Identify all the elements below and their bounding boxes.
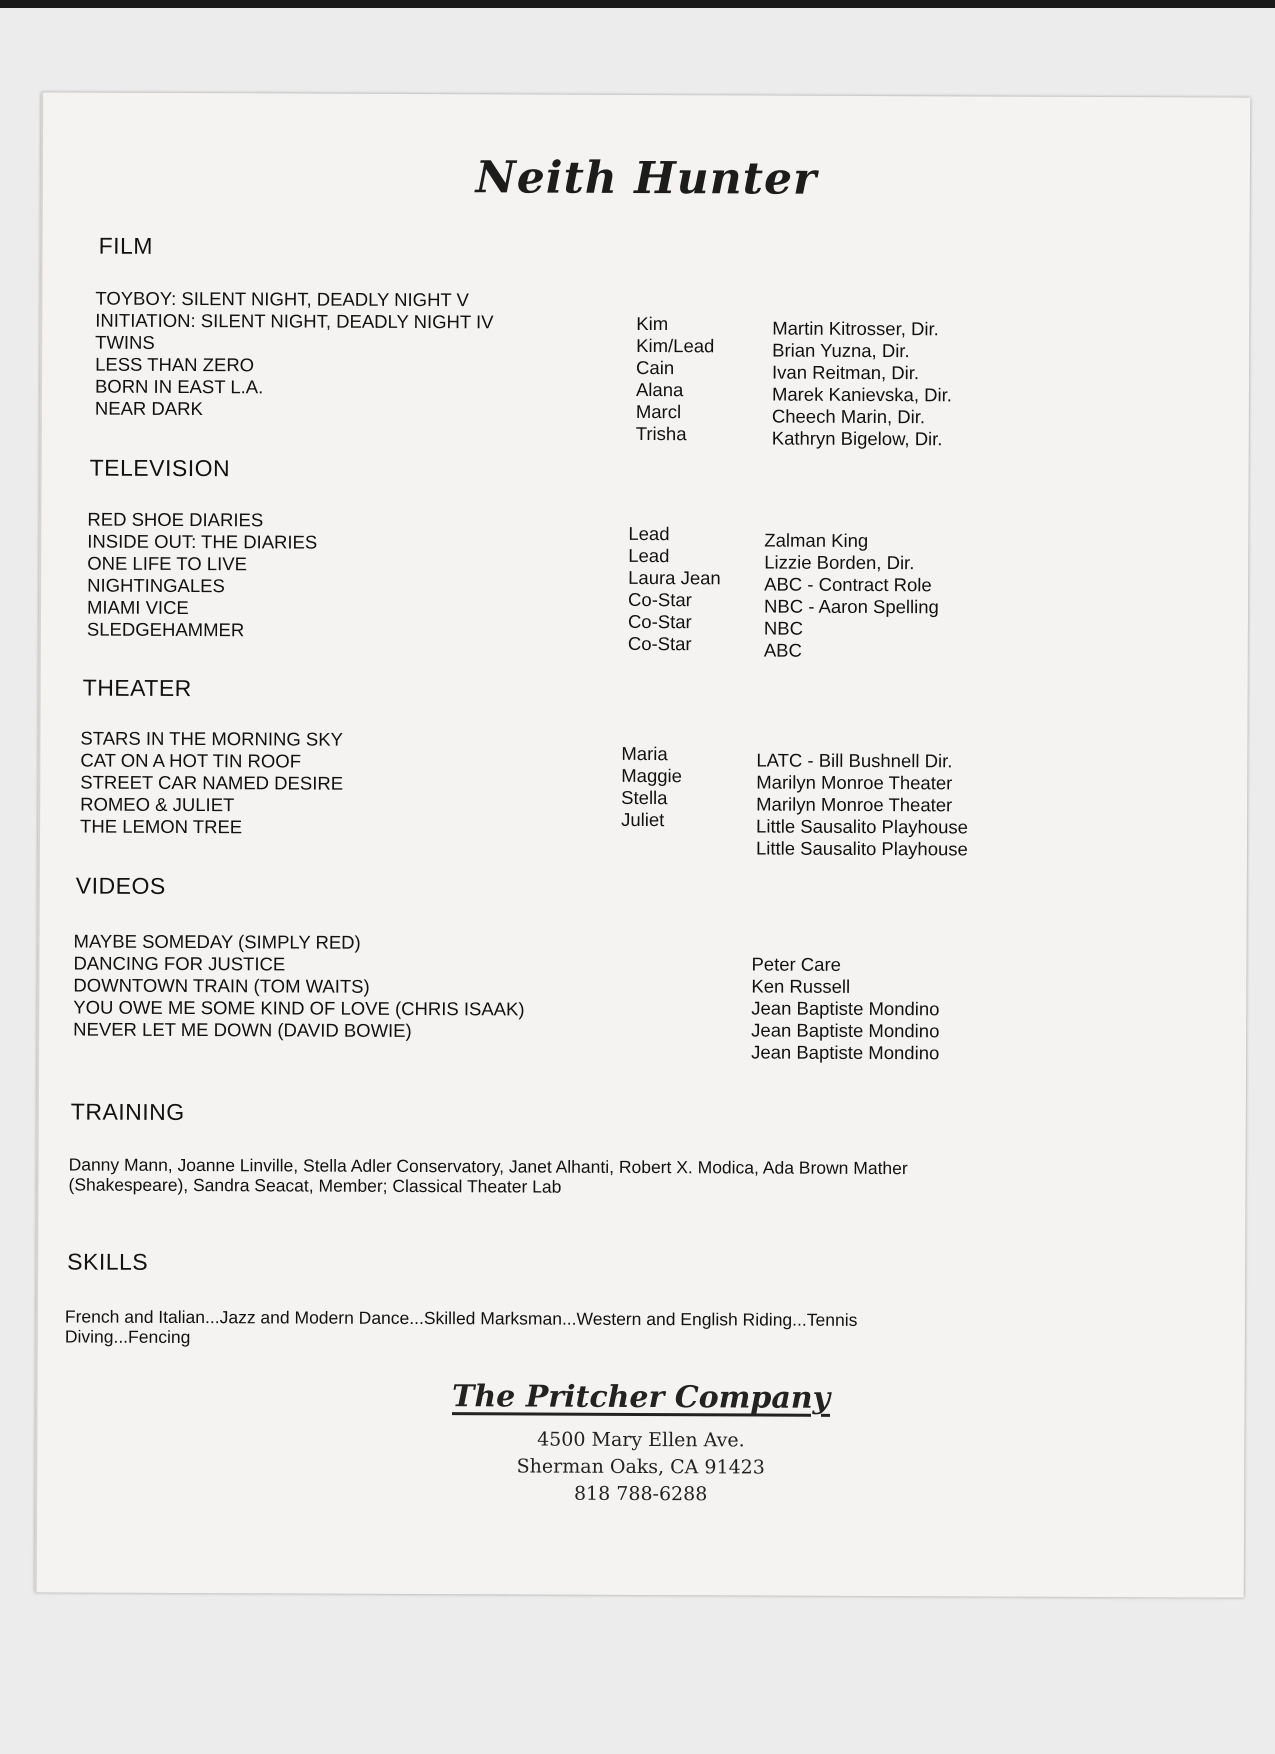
scan-edge bbox=[0, 0, 1275, 8]
theater-title: ROMEO & JULIET bbox=[80, 793, 235, 816]
television-role: Co-Star bbox=[627, 610, 692, 633]
training-heading: TRAINING bbox=[70, 1098, 185, 1126]
theater-role: Maggie bbox=[621, 764, 683, 787]
video-title: DOWNTOWN TRAIN (TOM WAITS) bbox=[73, 974, 370, 997]
video-title: DANCING FOR JUSTICE bbox=[73, 952, 286, 975]
video-credit: Ken Russell bbox=[751, 975, 851, 997]
video-credit: Jean Baptiste Mondino bbox=[751, 1019, 940, 1042]
theater-title: THE LEMON TREE bbox=[80, 815, 243, 838]
agency-name: The Pritcher Company bbox=[452, 1379, 831, 1416]
videos-heading: VIDEOS bbox=[75, 872, 166, 899]
video-credit: Jean Baptiste Mondino bbox=[751, 1041, 940, 1064]
television-title: NIGHTINGALES bbox=[87, 574, 225, 597]
skills-line: Diving...Fencing bbox=[64, 1326, 191, 1348]
video-title: NEVER LET ME DOWN (DAVID BOWIE) bbox=[73, 1018, 412, 1041]
theater-title: STREET CAR NAMED DESIRE bbox=[80, 771, 344, 794]
television-credit: NBC bbox=[763, 617, 804, 639]
television-heading: TELEVISION bbox=[89, 454, 231, 482]
video-title: YOU OWE ME SOME KIND OF LOVE (CHRIS ISAAK) bbox=[73, 996, 525, 1020]
videos-section bbox=[40, 872, 1247, 1064]
film-title: BORN IN EAST L.A. bbox=[94, 375, 264, 398]
film-role: Cain bbox=[636, 356, 675, 379]
film-heading: FILM bbox=[98, 232, 154, 259]
television-title: ONE LIFE TO LIVE bbox=[87, 552, 247, 575]
film-credit: Kathryn Bigelow, Dir. bbox=[771, 427, 943, 450]
theater-title: CAT ON A HOT TIN ROOF bbox=[80, 749, 302, 772]
film-credit: Cheech Marin, Dir. bbox=[771, 405, 926, 428]
film-title: NEAR DARK bbox=[94, 397, 203, 420]
resume-page bbox=[35, 92, 1251, 1597]
film-credit: Martin Kitrosser, Dir. bbox=[772, 317, 939, 340]
television-credit: Lizzie Borden, Dir. bbox=[764, 551, 915, 574]
theater-role: Maria bbox=[621, 742, 668, 765]
video-credit: Jean Baptiste Mondino bbox=[751, 997, 940, 1020]
film-title: INITIATION: SILENT NIGHT, DEADLY NIGHT IV bbox=[95, 309, 494, 333]
film-title: LESS THAN ZERO bbox=[95, 353, 255, 376]
television-title: INSIDE OUT: THE DIARIES bbox=[87, 530, 318, 553]
television-role: Lead bbox=[628, 522, 670, 545]
theater-roles bbox=[621, 743, 682, 831]
agency-block bbox=[37, 1377, 1245, 1510]
theater-titles bbox=[80, 728, 343, 839]
film-title: TOYBOY: SILENT NIGHT, DEADLY NIGHT V bbox=[95, 287, 469, 311]
actor-name: Neith Hunter bbox=[475, 152, 818, 205]
theater-title: STARS IN THE MORNING SKY bbox=[80, 727, 343, 750]
theater-role: Juliet bbox=[621, 808, 665, 831]
film-role: Alana bbox=[635, 378, 684, 401]
theater-credit: LATC - Bill Bushnell Dir. bbox=[756, 749, 953, 772]
theater-credits bbox=[756, 749, 968, 860]
television-credits bbox=[764, 530, 939, 663]
television-role: Co-Star bbox=[628, 588, 692, 611]
film-credit: Ivan Reitman, Dir. bbox=[772, 361, 920, 384]
film-credit: Marek Kanievska, Dir. bbox=[771, 383, 952, 406]
training-line: (Shakespeare), Sandra Seacat, Member; Classical Theater Lab bbox=[68, 1174, 562, 1197]
video-credit: Peter Care bbox=[751, 953, 841, 975]
theater-credit: Little Sausalito Playhouse bbox=[756, 815, 968, 838]
film-credits bbox=[772, 318, 953, 451]
television-role: Lead bbox=[628, 544, 670, 567]
television-credit: ABC bbox=[763, 639, 802, 661]
skills-section bbox=[38, 1248, 1245, 1348]
training-text bbox=[68, 1154, 1068, 1198]
film-role: Kim/Lead bbox=[636, 334, 715, 357]
film-title: TWINS bbox=[95, 331, 155, 353]
film-role: Kim bbox=[636, 312, 669, 335]
television-roles bbox=[628, 523, 721, 655]
television-title: SLEDGEHAMMER bbox=[86, 618, 245, 641]
television-credit: Zalman King bbox=[764, 529, 869, 551]
film-titles bbox=[95, 288, 494, 422]
theater-role: Stella bbox=[621, 786, 668, 809]
television-credit: ABC - Contract Role bbox=[764, 573, 932, 596]
television-role: Co-Star bbox=[627, 632, 692, 655]
television-titles bbox=[87, 509, 318, 642]
videos-titles bbox=[73, 931, 525, 1043]
television-title: MIAMI VICE bbox=[86, 596, 189, 619]
film-section bbox=[43, 232, 1250, 450]
theater-credit: Marilyn Monroe Theater bbox=[756, 771, 953, 794]
training-line: Danny Mann, Joanne Linville, Stella Adler Conservatory, Janet Alhanti, Robert X. Modica, Ada Brown Mather bbox=[68, 1154, 908, 1179]
film-role: Marcl bbox=[635, 400, 682, 423]
television-role: Laura Jean bbox=[628, 566, 721, 589]
agency-city: Sherman Oaks, CA 91423 bbox=[516, 1455, 765, 1479]
television-credit: NBC - Aaron Spelling bbox=[763, 595, 939, 618]
agency-street: 4500 Mary Ellen Ave. bbox=[537, 1428, 745, 1452]
theater-section bbox=[41, 674, 1248, 860]
video-title: MAYBE SOMEDAY (SIMPLY RED) bbox=[73, 930, 361, 953]
skills-text bbox=[65, 1306, 1065, 1350]
agency-address bbox=[37, 1424, 1244, 1510]
videos-credits bbox=[751, 953, 940, 1064]
theater-heading: THEATER bbox=[82, 674, 192, 702]
film-role: Trisha bbox=[635, 422, 687, 445]
film-roles bbox=[636, 313, 715, 445]
skills-heading: SKILLS bbox=[67, 1248, 149, 1275]
theater-credit: Little Sausalito Playhouse bbox=[755, 837, 968, 860]
television-section bbox=[42, 454, 1249, 661]
skills-line: French and Italian...Jazz and Modern Dance...Skilled Marksman...Western and English Riding...Tennis bbox=[64, 1306, 858, 1330]
training-section bbox=[39, 1098, 1246, 1197]
film-credit: Brian Yuzna, Dir. bbox=[772, 339, 910, 362]
television-title: RED SHOE DIARIES bbox=[87, 508, 264, 531]
agency-phone: 818 788-6288 bbox=[573, 1482, 708, 1506]
theater-credit: Marilyn Monroe Theater bbox=[756, 793, 953, 816]
